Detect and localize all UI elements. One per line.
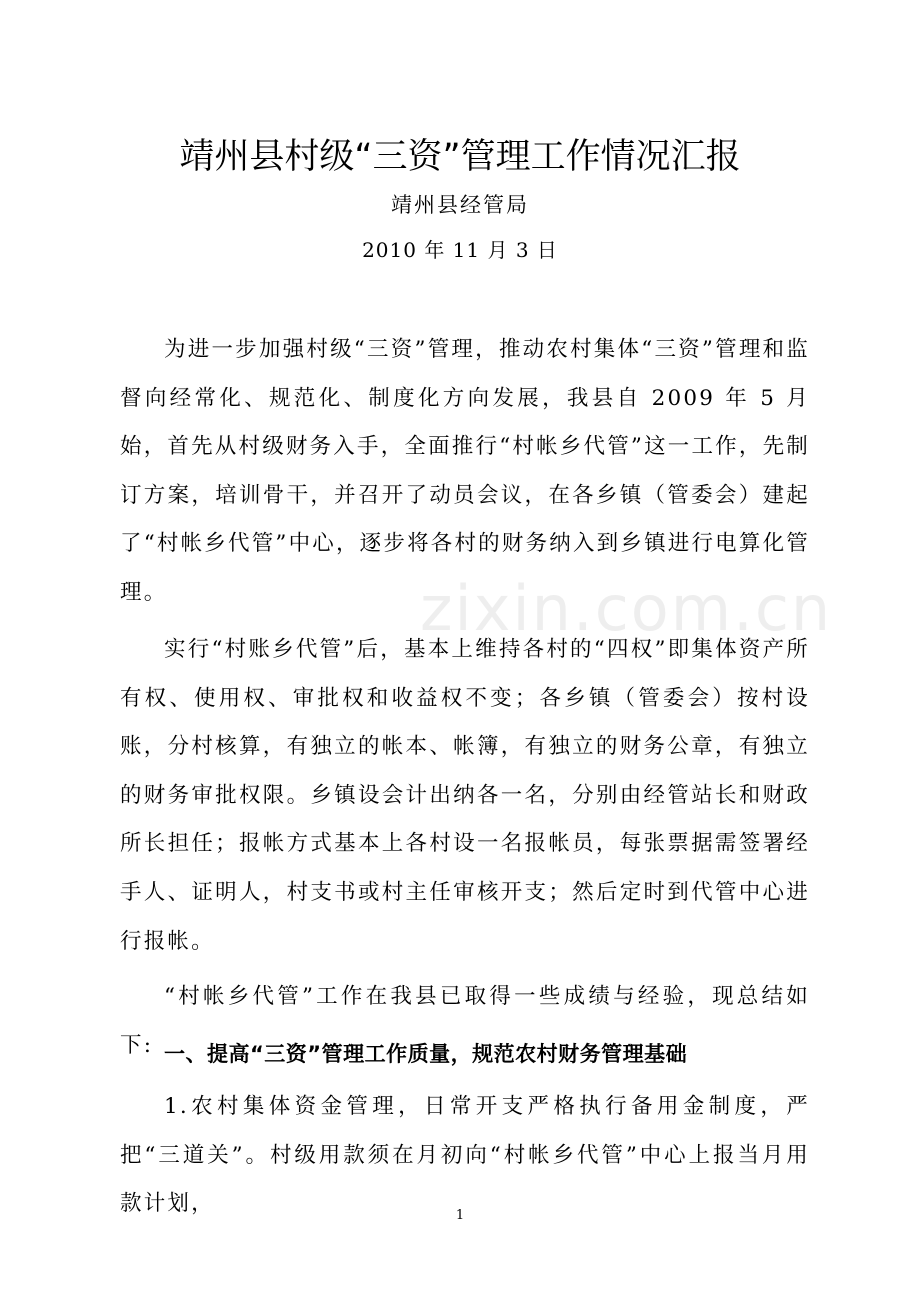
watermark: zixin.com.cn (420, 572, 833, 645)
section-heading: 一、提高“三资”管理工作质量，规范农村财务管理基础 (164, 1042, 688, 1066)
document-title: 靖州县村级“三资”管理工作情况汇报 (179, 137, 741, 177)
page-number: 1 (455, 1208, 465, 1223)
paragraph-fund-management: 1.农村集体资金管理，日常开支严格执行备用金制度，严把“三道关”。村级用款须在月初向“村帐乡代管”中心上报当月用款计划， (120, 1094, 810, 1217)
paragraph-summary-lead: “村帐乡代管”工作在我县已取得一些成绩与经验，现总结如下: (120, 984, 810, 1058)
paragraph-intro: 为进一步加强村级“三资”管理，推动农村集体“三资”管理和监督向经常化、规范化、制度化方向发展，我县自 2009 年 5 月始，首先从村级财务入手，全面推行“村帐乡代管”这一工作，先制订方案，培训骨干，并召开了动员会议，在各乡镇（管委会）建起了“村帐乡代管”中心，逐步将各村的财务纳入到乡镇进行电算化管理。 (120, 337, 810, 605)
document-date: 2010 年 11 月 3 日 (362, 238, 558, 262)
document-author: 靖州县经管局 (391, 193, 529, 217)
paragraph-implementation: 实行“村账乡代管”后，基本上维持各村的“四权”即集体资产所有权、使用权、审批权和收益权不变；各乡镇（管委会）按村设账，分村核算，有独立的帐本、帐簿，有独立的财务公章，有独立的财务审批权限。乡镇设会计出纳各一名，分别由经管站长和财政所长担任；报帐方式基本上各村设一名报帐员，每张票据需签署经手人、证明人，村支书或村主任审核开支；然后定时到代管中心进行报帐。 (120, 637, 810, 954)
